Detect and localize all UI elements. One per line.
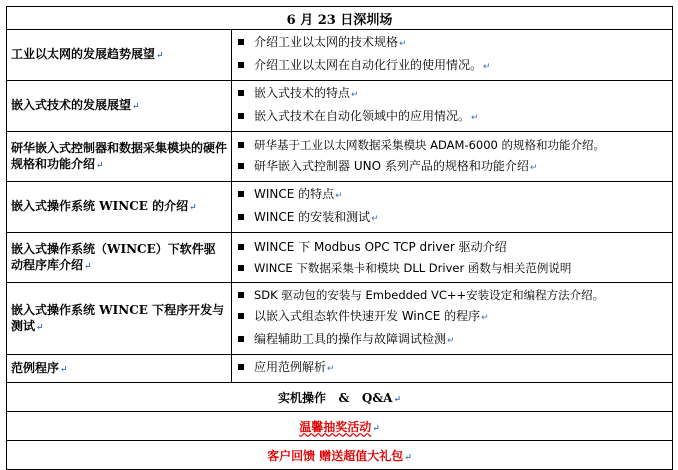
gift-text: 客户回馈 赠送超值大礼包 xyxy=(267,448,404,463)
item-text: 嵌入式技术的特点 xyxy=(254,86,351,100)
item-text: WINCE 下数据采集卡和模块 DLL Driver 函数与相关范例说明 xyxy=(254,260,572,275)
item-text: 研华嵌入式控制器 UNO 系列产品的规格和功能介绍 xyxy=(254,158,529,173)
item-text: SDK 驱动包的安装与 Embedded VC++安装设定和编程方法介绍。 xyxy=(254,288,605,302)
agenda-row xyxy=(7,81,673,132)
list-item xyxy=(232,285,672,306)
lottery-text: 温馨抽奖活动 xyxy=(299,419,372,434)
list-item xyxy=(232,329,672,352)
paragraph-mark: ↵ xyxy=(447,336,455,346)
footer-row xyxy=(7,441,673,470)
items-cell xyxy=(232,283,673,355)
items-cell xyxy=(232,30,673,81)
topic-cell xyxy=(7,355,232,383)
header-row xyxy=(7,7,673,30)
list-item xyxy=(232,357,672,380)
topic-cell xyxy=(7,132,232,182)
item-text: 应用范例解析 xyxy=(254,360,327,374)
list-item xyxy=(232,83,672,106)
paragraph-mark: ↵ xyxy=(335,191,343,201)
topic-text: 范例程序 xyxy=(11,360,60,375)
agenda-row xyxy=(7,132,673,182)
agenda-row xyxy=(7,182,673,233)
topic-cell xyxy=(7,81,232,132)
items-cell xyxy=(232,182,673,233)
agenda-row xyxy=(7,283,673,355)
item-text: 介绍工业以太网在自动化行业的使用情况。 xyxy=(254,58,483,72)
paragraph-mark: ↵ xyxy=(60,364,68,375)
paragraph-mark: ↵ xyxy=(399,39,407,49)
bullet-icon xyxy=(238,90,244,96)
agenda-document xyxy=(6,6,672,470)
list-item xyxy=(232,106,672,129)
bullet-icon xyxy=(238,214,244,220)
session-title-text: 6 月 23 日深圳场 xyxy=(286,12,393,28)
item-text: WINCE 的安装和测试 xyxy=(254,210,371,224)
paragraph-mark: ↵ xyxy=(404,452,412,463)
item-text: 编程辅助工具的操作与故障调试检测 xyxy=(254,332,447,346)
lottery-cell xyxy=(7,412,673,441)
items-cell xyxy=(232,81,673,132)
item-text: 嵌入式技术在自动化领域中的应用情况。 xyxy=(254,109,471,123)
paragraph-mark: ↵ xyxy=(351,90,359,100)
list-item xyxy=(232,306,672,329)
paragraph-mark: ↵ xyxy=(96,160,104,171)
items-cell xyxy=(232,132,673,182)
paragraph-mark: ↵ xyxy=(371,214,379,224)
topic-cell xyxy=(7,30,232,81)
list-item xyxy=(232,135,672,156)
items-cell xyxy=(232,355,673,383)
item-text: WINCE 下 Modbus OPC TCP driver 驱动介绍 xyxy=(254,239,507,254)
practice-cell xyxy=(7,383,673,412)
list-item xyxy=(232,258,672,279)
gift-cell xyxy=(7,441,673,470)
paragraph-mark: ↵ xyxy=(36,322,44,333)
paragraph-mark: ↵ xyxy=(84,261,92,272)
paragraph-mark: ↵ xyxy=(481,313,489,323)
items-cell xyxy=(232,233,673,283)
bullet-icon xyxy=(238,62,244,68)
practice-text: 实机操作 & Q&A xyxy=(277,390,393,405)
bullet-icon xyxy=(238,313,244,319)
bullet-icon xyxy=(238,142,244,148)
list-item xyxy=(232,55,672,78)
agenda-table xyxy=(6,6,673,470)
topic-cell xyxy=(7,233,232,283)
topic-text: 嵌入式操作系统 WINCE 的介绍 xyxy=(11,199,189,213)
list-item xyxy=(232,156,672,179)
topic-text: 研华嵌入式控制器和数据采集模块的硬件规格和功能介绍 xyxy=(11,140,228,171)
footer-row xyxy=(7,383,673,412)
bullet-icon xyxy=(238,244,244,250)
paragraph-mark: ↵ xyxy=(156,51,164,61)
paragraph-mark: ↵ xyxy=(471,113,479,123)
paragraph-mark: ↵ xyxy=(393,394,402,405)
footer-row xyxy=(7,412,673,441)
topic-text: 嵌入式操作系统 WINCE 下程序开发与测试 xyxy=(11,302,225,333)
topic-text: 嵌入式操作系统（WINCE）下软件驱动程序库介绍 xyxy=(11,241,216,272)
item-text: 介绍工业以太网的技术规格 xyxy=(254,35,399,49)
item-text: 研华基于工业以太网数据采集模块 ADAM-6000 的规格和功能介绍。 xyxy=(254,137,606,152)
paragraph-mark: ↵ xyxy=(132,102,140,112)
list-item xyxy=(232,237,672,258)
paragraph-mark: ↵ xyxy=(372,423,380,434)
bullet-icon xyxy=(238,265,244,271)
paragraph-mark: ↵ xyxy=(189,203,197,213)
topic-text: 工业以太网的发展趋势展望 xyxy=(11,47,156,61)
topic-cell xyxy=(7,283,232,355)
paragraph-mark: ↵ xyxy=(327,364,335,374)
bullet-icon xyxy=(238,364,244,370)
bullet-icon xyxy=(238,292,244,298)
bullet-icon xyxy=(238,336,244,342)
paragraph-mark: ↵ xyxy=(529,162,538,173)
bullet-icon xyxy=(238,39,244,45)
bullet-icon xyxy=(238,191,244,197)
bullet-icon xyxy=(238,113,244,119)
session-title xyxy=(7,7,673,30)
agenda-row xyxy=(7,355,673,383)
list-item xyxy=(232,207,672,230)
item-text: 以嵌入式组态软件快速开发 WinCE 的程序 xyxy=(254,309,481,323)
paragraph-mark: ↵ xyxy=(483,62,491,72)
list-item xyxy=(232,184,672,207)
list-item xyxy=(232,32,672,55)
bullet-icon xyxy=(238,163,244,169)
item-text: WINCE 的特点 xyxy=(254,187,335,201)
agenda-row xyxy=(7,233,673,283)
agenda-row xyxy=(7,30,673,81)
topic-text: 嵌入式技术的发展展望 xyxy=(11,98,132,112)
topic-cell xyxy=(7,182,232,233)
